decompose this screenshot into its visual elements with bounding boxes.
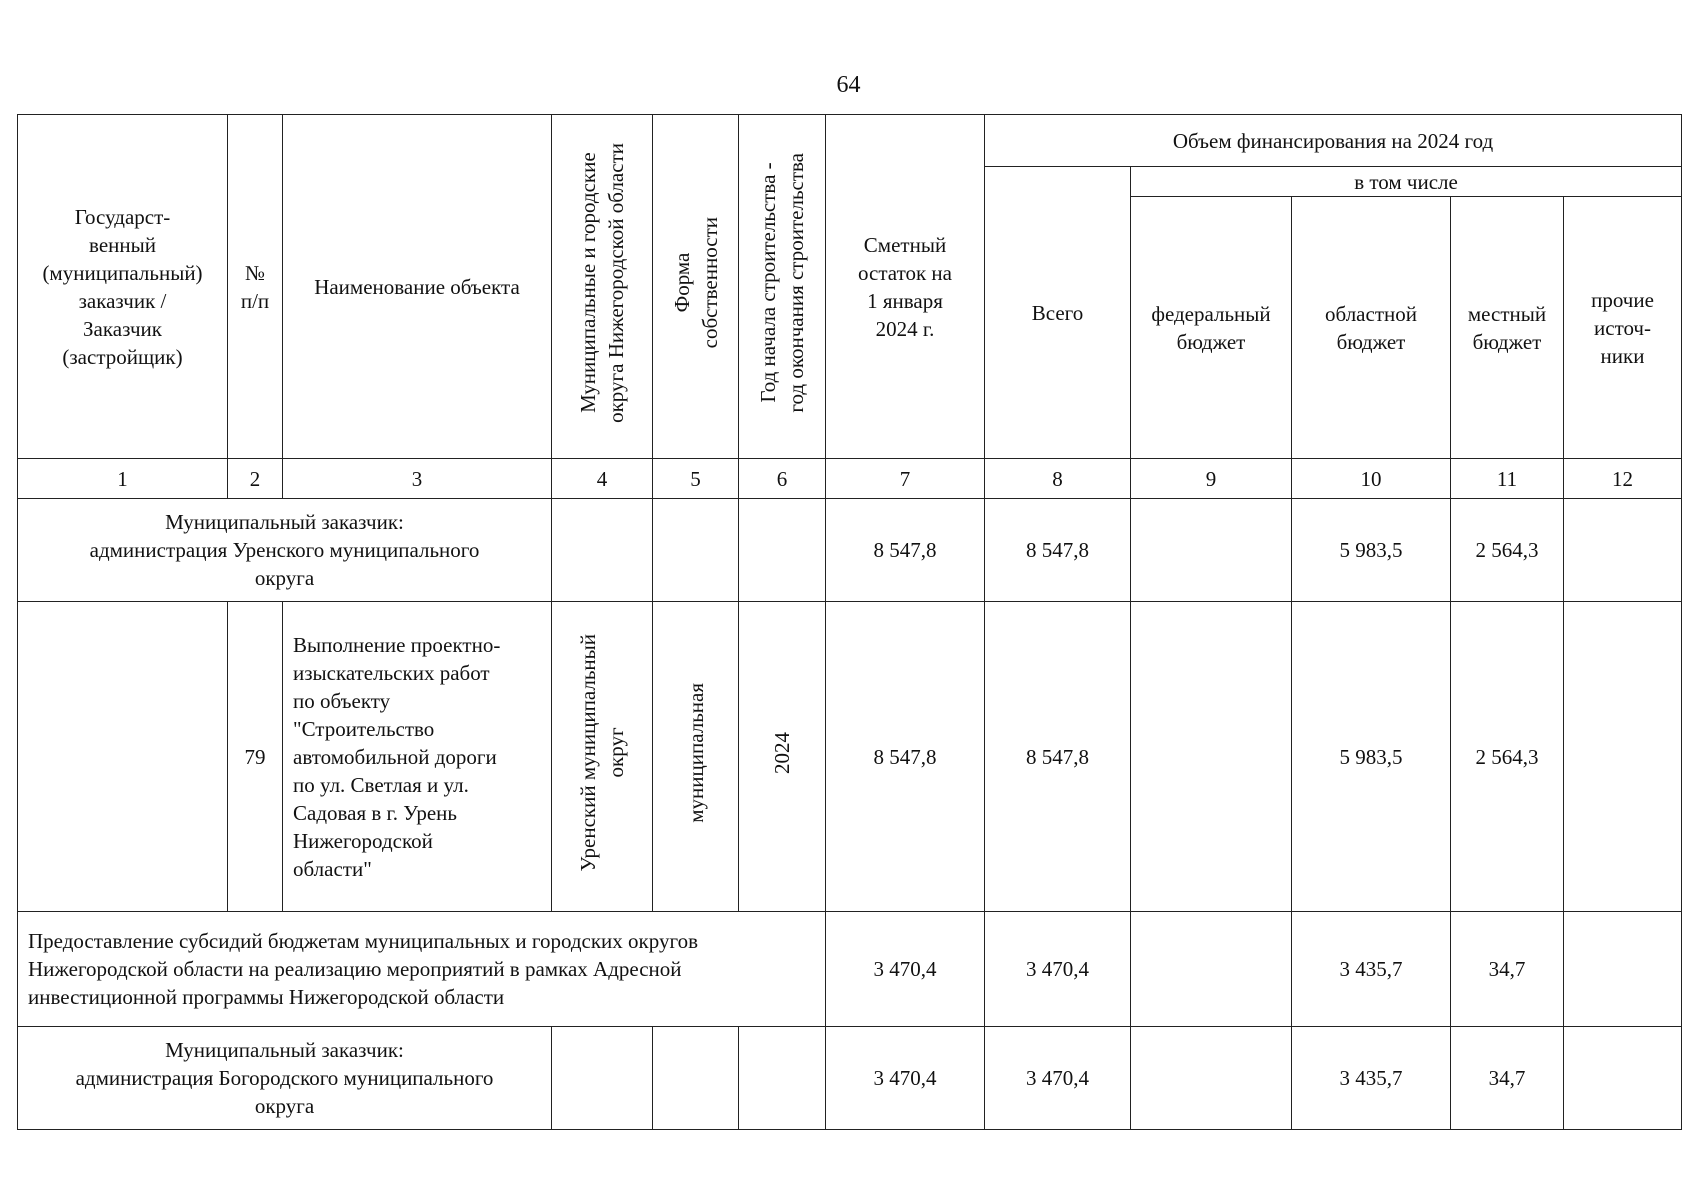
header-object-name: Наименование объекта [283,115,552,459]
estimate-cell: 3 470,4 [826,912,985,1027]
regional-cell: 5 983,5 [1292,499,1451,602]
header-ownership [653,115,739,459]
other-cell [1564,499,1682,602]
federal-cell [1131,499,1292,602]
column-number: 8 [985,459,1131,499]
header-years-text: Год начала строительства - год окончания строительства [756,153,808,413]
local-cell: 34,7 [1451,912,1564,1027]
header-customer: Государст- венный (муниципальный) заказчик / Заказчик (застройщик) [18,115,228,459]
header-other: прочие источ- ники [1564,197,1682,459]
years-cell [739,602,826,912]
other-cell [1564,912,1682,1027]
section-title: Предоставление субсидий бюджетам муниципальных и городских округов Нижегородской области на реализацию мероприятий в рамках Адресной инвестиционной программы Нижегородской области [18,912,826,1027]
column-number: 7 [826,459,985,499]
total-cell: 3 470,4 [985,912,1131,1027]
header-regional: областной бюджет [1292,197,1451,459]
number-cell: 79 [228,602,283,912]
customer-label: Муниципальный заказчик: администрация Богородского муниципального округа [18,1027,552,1130]
header-row-1 [18,115,1682,167]
header-number: № п/п [228,115,283,459]
federal-cell [1131,602,1292,912]
ownership-text: муниципальная [683,683,708,823]
column-number: 4 [552,459,653,499]
empty-cell [552,1027,653,1130]
empty-cell [653,499,739,602]
column-number: 5 [653,459,739,499]
customer-label: Муниципальный заказчик: администрация Уренского муниципального округа [18,499,552,602]
column-number: 2 [228,459,283,499]
table-row-uren-object [18,602,1682,912]
regional-cell: 3 435,7 [1292,912,1451,1027]
local-cell: 2 564,3 [1451,602,1564,912]
header-estimate: Сметный остаток на 1 января 2024 г. [826,115,985,459]
local-cell: 34,7 [1451,1027,1564,1130]
years-text: 2024 [770,732,794,774]
header-total: Всего [985,167,1131,459]
other-cell [1564,602,1682,912]
header-federal: федеральный бюджет [1131,197,1292,459]
column-number: 9 [1131,459,1292,499]
object-name-cell: Выполнение проектно- изыскательских работ по объекту "Строительство автомобильной дороги по ул. Светлая и ул. Садовая в г. Урень Нижегородской области" [283,602,552,912]
regional-cell: 3 435,7 [1292,1027,1451,1130]
column-number: 10 [1292,459,1451,499]
header-district [552,115,653,459]
column-number-row [18,459,1682,499]
total-cell: 3 470,4 [985,1027,1131,1130]
column-number: 1 [18,459,228,499]
empty-cell [739,499,826,602]
table-row-bogorodsk-customer [18,1027,1682,1130]
column-number: 6 [739,459,826,499]
customer-cell [18,602,228,912]
header-funding: Объем финансирования на 2024 год [985,115,1682,167]
header-ownership-text: Форма собственности [669,217,722,349]
estimate-cell: 8 547,8 [826,499,985,602]
column-number: 11 [1451,459,1564,499]
total-cell: 8 547,8 [985,499,1131,602]
empty-cell [653,1027,739,1130]
table-row-uren-customer [18,499,1682,602]
column-number: 12 [1564,459,1682,499]
local-cell: 2 564,3 [1451,499,1564,602]
total-cell: 8 547,8 [985,602,1131,912]
estimate-cell: 3 470,4 [826,1027,985,1130]
regional-cell: 5 983,5 [1292,602,1451,912]
header-including: в том числе [1131,167,1682,197]
federal-cell [1131,912,1292,1027]
district-cell [552,602,653,912]
header-district-text: Муниципальные и городские округа Нижегородской области [576,143,628,423]
header-local: местный бюджет [1451,197,1564,459]
federal-cell [1131,1027,1292,1130]
column-number: 3 [283,459,552,499]
empty-cell [552,499,653,602]
investment-program-table [17,114,1682,1130]
empty-cell [739,1027,826,1130]
ownership-cell [653,602,739,912]
header-years [739,115,826,459]
page-number: 64 [836,72,861,98]
table-row-subsidy-section [18,912,1682,1027]
estimate-cell: 8 547,8 [826,602,985,912]
district-text: Уренский муниципальный округ [576,634,628,872]
other-cell [1564,1027,1682,1130]
